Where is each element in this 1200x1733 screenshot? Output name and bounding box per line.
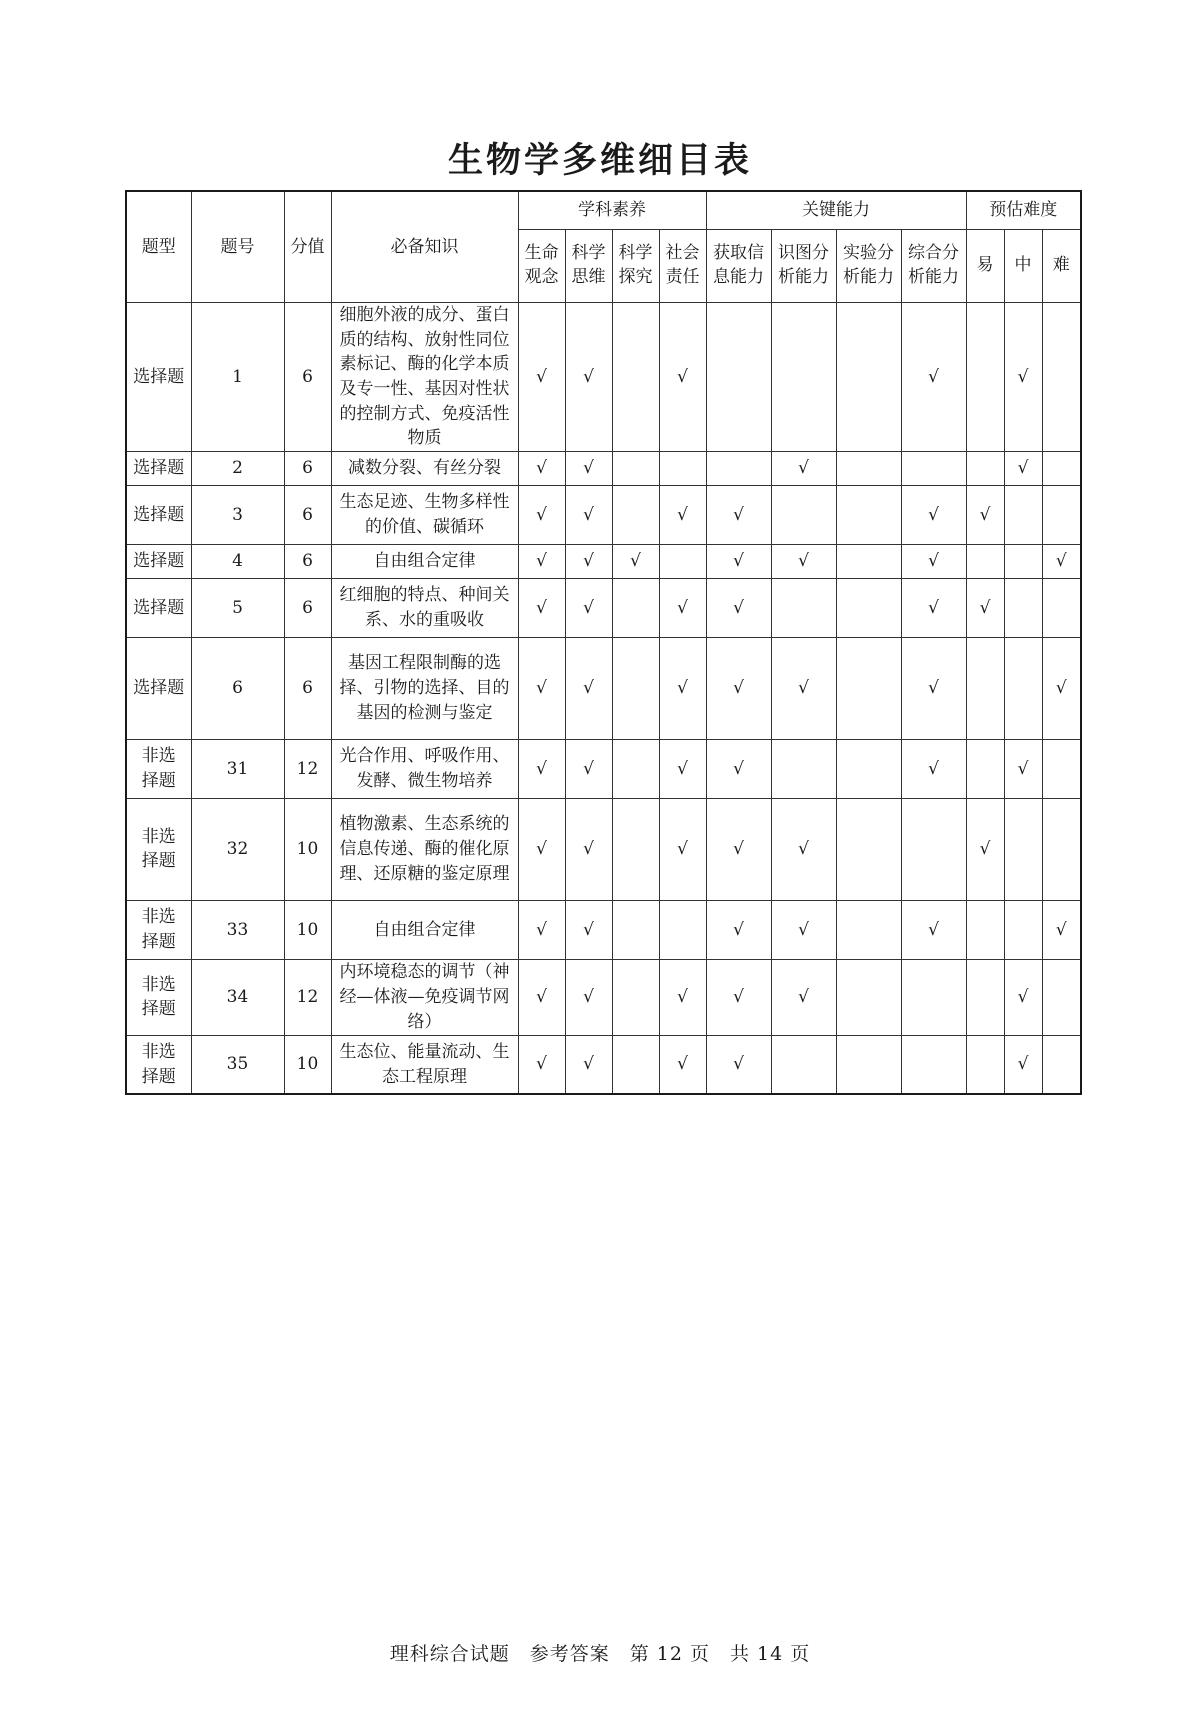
question-type-line: 非选 [141,1041,176,1062]
sub-header-line: 难 [1052,255,1070,276]
sub-header-line: 思维 [571,267,606,287]
check-cell-10: √ [1042,637,1081,739]
check-cell-10: √ [1042,544,1081,578]
check-cell-1: √ [565,578,612,637]
sub-header-10 [1042,230,1081,303]
check-cell-5 [771,303,836,452]
check-cell-2 [612,900,659,959]
check-cell-4 [706,451,771,485]
question-type-line: 非选 [141,826,176,847]
question-type [126,900,191,959]
check-cell-1: √ [565,451,612,485]
sub-header-line: 科学 [571,243,606,264]
question-score: 6 [284,303,331,452]
check-cell-8 [966,1035,1004,1094]
sub-header-7 [901,230,966,303]
check-cell-6 [836,303,901,452]
check-cell-8: √ [966,485,1004,544]
page-footer: 理科综合试题 参考答案 第 12 页 共 14 页 [389,1643,811,1665]
sub-header-line: 综合分 [908,243,959,264]
check-cell-2 [612,959,659,1035]
check-cell-5: √ [771,900,836,959]
check-cell-6 [836,451,901,485]
check-cell-4: √ [706,959,771,1035]
check-cell-8 [966,959,1004,1035]
sub-header-line: 识图分 [778,243,829,264]
check-cell-2 [612,798,659,900]
required-knowledge: 减数分裂、有丝分裂 [331,451,518,485]
question-number: 31 [191,739,284,798]
check-cell-4: √ [706,637,771,739]
check-cell-1: √ [565,739,612,798]
check-cell-3: √ [659,637,706,739]
header-group-literacy: 学科素养 [518,191,706,230]
question-type-line: 择题 [141,931,176,952]
check-cell-9: √ [1004,959,1042,1035]
check-cell-3: √ [659,303,706,452]
check-cell-6 [836,739,901,798]
check-cell-6 [836,544,901,578]
question-number: 2 [191,451,284,485]
question-number: 34 [191,959,284,1035]
check-cell-7 [901,959,966,1035]
table-row [126,303,1081,452]
check-cell-0: √ [518,959,565,1035]
table-row [126,544,1081,578]
check-cell-1: √ [565,303,612,452]
check-cell-2 [612,303,659,452]
check-cell-8 [966,451,1004,485]
check-cell-9 [1004,578,1042,637]
check-cell-7: √ [901,544,966,578]
check-cell-1: √ [565,485,612,544]
question-type [126,1035,191,1094]
required-knowledge: 基因工程限制酶的选择、引物的选择、目的基因的检测与鉴定 [331,637,518,739]
table-row [126,959,1081,1035]
check-cell-9: √ [1004,303,1042,452]
check-cell-10 [1042,1035,1081,1094]
sub-header-line: 析能力 [843,267,894,287]
table-body [126,303,1081,1095]
check-cell-9: √ [1004,739,1042,798]
check-cell-3: √ [659,959,706,1035]
check-cell-7: √ [901,637,966,739]
check-cell-0: √ [518,303,565,452]
sub-header-0 [518,230,565,303]
check-cell-9 [1004,544,1042,578]
required-knowledge: 自由组合定律 [331,544,518,578]
question-type-line: 择题 [141,999,176,1020]
check-cell-1: √ [565,637,612,739]
question-number: 5 [191,578,284,637]
check-cell-8: √ [966,578,1004,637]
required-knowledge: 红细胞的特点、种间关系、水的重吸收 [331,578,518,637]
table-row [126,578,1081,637]
check-cell-6 [836,637,901,739]
spec-table [125,190,1082,1095]
sub-header-3 [659,230,706,303]
check-cell-0: √ [518,544,565,578]
check-cell-5: √ [771,637,836,739]
question-number: 3 [191,485,284,544]
check-cell-2 [612,1035,659,1094]
question-score: 12 [284,739,331,798]
check-cell-3 [659,900,706,959]
question-type: 选择题 [126,578,191,637]
check-cell-7: √ [901,485,966,544]
required-knowledge: 生态足迹、生物多样性的价值、碳循环 [331,485,518,544]
check-cell-6 [836,959,901,1035]
check-cell-9 [1004,637,1042,739]
sub-header-4 [706,230,771,303]
check-cell-0: √ [518,798,565,900]
check-cell-7: √ [901,303,966,452]
check-cell-2 [612,739,659,798]
question-type-line: 择题 [141,851,176,872]
check-cell-0: √ [518,485,565,544]
sub-header-line: 实验分 [843,243,894,264]
check-cell-4: √ [706,798,771,900]
question-number: 32 [191,798,284,900]
sub-header-line: 中 [1014,255,1032,276]
check-cell-7: √ [901,739,966,798]
required-knowledge: 内环境稳态的调节（神经—体液—免疫调节网络） [331,959,518,1035]
check-cell-4: √ [706,544,771,578]
question-type: 选择题 [126,485,191,544]
question-number: 33 [191,900,284,959]
check-cell-2 [612,451,659,485]
question-score: 6 [284,544,331,578]
table-row [126,637,1081,739]
question-type [126,798,191,900]
check-cell-8 [966,637,1004,739]
question-type-line: 非选 [141,974,176,995]
question-type-line: 择题 [141,1066,176,1087]
question-score: 6 [284,485,331,544]
sub-header-1 [565,230,612,303]
check-cell-10 [1042,959,1081,1035]
check-cell-8 [966,544,1004,578]
check-cell-4: √ [706,578,771,637]
sub-header-line: 科学 [618,243,653,264]
check-cell-5: √ [771,544,836,578]
header-group-difficulty: 预估难度 [966,191,1081,230]
header-group-ability: 关键能力 [706,191,966,230]
check-cell-2 [612,485,659,544]
check-cell-10 [1042,798,1081,900]
check-cell-7 [901,1035,966,1094]
check-cell-10 [1042,451,1081,485]
sub-header-line: 息能力 [713,267,764,287]
check-cell-6 [836,900,901,959]
check-cell-4: √ [706,900,771,959]
check-cell-3 [659,544,706,578]
question-type [126,739,191,798]
table-row [126,451,1081,485]
check-cell-7: √ [901,578,966,637]
question-score: 12 [284,959,331,1035]
check-cell-5 [771,1035,836,1094]
check-cell-0: √ [518,1035,565,1094]
check-cell-9: √ [1004,451,1042,485]
question-number: 6 [191,637,284,739]
required-knowledge: 生态位、能量流动、生态工程原理 [331,1035,518,1094]
check-cell-7 [901,798,966,900]
check-cell-0: √ [518,900,565,959]
check-cell-3: √ [659,578,706,637]
header-score: 分值 [284,191,331,303]
sub-header-line: 探究 [618,267,653,287]
required-knowledge: 自由组合定律 [331,900,518,959]
check-cell-7 [901,451,966,485]
check-cell-9 [1004,485,1042,544]
required-knowledge: 光合作用、呼吸作用、发酵、微生物培养 [331,739,518,798]
sub-header-line: 易 [976,255,994,276]
sub-header-6 [836,230,901,303]
page-title: 生物学多维细目表 [447,141,752,181]
required-knowledge: 细胞外液的成分、蛋白质的结构、放射性同位素标记、酶的化学本质及专一性、基因对性状的控制方式、免疫活性物质 [331,303,518,452]
sub-header-line: 社会 [665,243,700,264]
question-type [126,959,191,1035]
question-score: 6 [284,451,331,485]
question-number: 35 [191,1035,284,1094]
check-cell-8 [966,303,1004,452]
question-score: 10 [284,1035,331,1094]
check-cell-4: √ [706,739,771,798]
check-cell-10 [1042,739,1081,798]
question-type: 选择题 [126,303,191,452]
sub-header-9 [1004,230,1042,303]
check-cell-10 [1042,303,1081,452]
header-knowledge: 必备知识 [331,191,518,303]
question-number: 1 [191,303,284,452]
check-cell-9 [1004,900,1042,959]
question-type: 选择题 [126,451,191,485]
sub-header-line: 析能力 [908,267,959,287]
required-knowledge: 植物激素、生态系统的信息传递、酶的催化原理、还原糖的鉴定原理 [331,798,518,900]
check-cell-0: √ [518,739,565,798]
question-score: 10 [284,798,331,900]
question-type: 选择题 [126,637,191,739]
check-cell-3: √ [659,739,706,798]
check-cell-10: √ [1042,900,1081,959]
question-type: 选择题 [126,544,191,578]
check-cell-2 [612,637,659,739]
check-cell-8: √ [966,798,1004,900]
sub-header-line: 生命 [524,243,559,264]
table-row [126,798,1081,900]
question-score: 6 [284,637,331,739]
check-cell-9 [1004,798,1042,900]
sub-header-line: 观念 [524,267,559,287]
check-cell-4: √ [706,485,771,544]
check-cell-3: √ [659,1035,706,1094]
sub-header-line: 析能力 [778,267,829,287]
check-cell-9: √ [1004,1035,1042,1094]
check-cell-1: √ [565,959,612,1035]
check-cell-6 [836,798,901,900]
check-cell-6 [836,485,901,544]
check-cell-3 [659,451,706,485]
check-cell-5 [771,739,836,798]
check-cell-8 [966,739,1004,798]
question-number: 4 [191,544,284,578]
check-cell-0: √ [518,578,565,637]
check-cell-4: √ [706,1035,771,1094]
check-cell-3: √ [659,798,706,900]
question-score: 6 [284,578,331,637]
check-cell-1: √ [565,1035,612,1094]
check-cell-0: √ [518,637,565,739]
check-cell-1: √ [565,544,612,578]
check-cell-2: √ [612,544,659,578]
check-cell-5: √ [771,451,836,485]
check-cell-6 [836,1035,901,1094]
table-row [126,1035,1081,1094]
check-cell-1: √ [565,798,612,900]
sub-header-5 [771,230,836,303]
check-cell-4 [706,303,771,452]
check-cell-0: √ [518,451,565,485]
check-cell-2 [612,578,659,637]
sub-header-line: 责任 [665,267,700,287]
sub-header-8 [966,230,1004,303]
question-type-line: 非选 [141,907,176,928]
check-cell-3: √ [659,485,706,544]
question-score: 10 [284,900,331,959]
sub-header-2 [612,230,659,303]
question-type-line: 择题 [141,770,176,791]
check-cell-6 [836,578,901,637]
check-cell-7: √ [901,900,966,959]
question-type-line: 非选 [141,746,176,767]
check-cell-5 [771,578,836,637]
check-cell-10 [1042,485,1081,544]
check-cell-5 [771,485,836,544]
table-row [126,900,1081,959]
check-cell-5: √ [771,959,836,1035]
header-type: 题型 [126,191,191,303]
check-cell-10 [1042,578,1081,637]
check-cell-5: √ [771,798,836,900]
sub-header-line: 获取信 [713,243,764,264]
check-cell-8 [966,900,1004,959]
header-number: 题号 [191,191,284,303]
table-row [126,739,1081,798]
check-cell-1: √ [565,900,612,959]
table-row [126,485,1081,544]
